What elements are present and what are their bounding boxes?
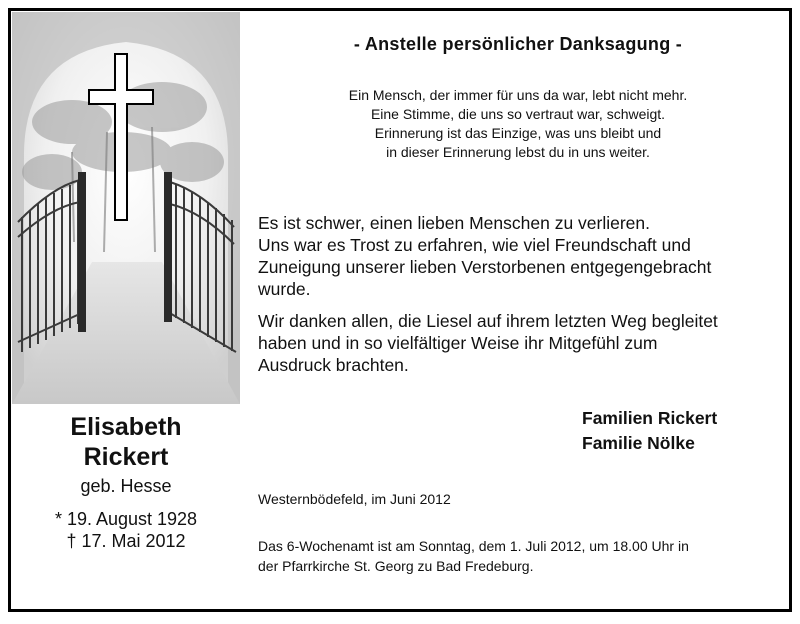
cemetery-gate-image bbox=[12, 12, 240, 404]
deceased-info bbox=[12, 412, 240, 552]
thank-you-message bbox=[258, 212, 788, 386]
message-paragraph-1 bbox=[258, 212, 788, 300]
deceased-last-name: Rickert bbox=[83, 443, 169, 471]
family-signature bbox=[582, 406, 717, 456]
poem-line: Eine Stimme, die uns so vertraut war, schweigt. bbox=[370, 106, 666, 122]
signature-line-1: Familien Rickert bbox=[582, 408, 718, 428]
message-line: haben und in so vielfältiger Weise ihr Mitgefühl zum bbox=[258, 333, 658, 353]
deceased-first-name: Elisabeth bbox=[70, 413, 182, 441]
birth-date: * 19. August 1928 bbox=[54, 509, 198, 529]
notice-heading: - Anstelle persönlicher Danksagung - bbox=[353, 34, 683, 54]
message-line: Es ist schwer, einen lieben Menschen zu verlieren. bbox=[258, 213, 651, 233]
message-line: Uns war es Trost zu erfahren, wie viel Freundschaft und bbox=[258, 235, 691, 255]
message-line: Zuneigung unserer lieben Verstorbenen entgegengebracht bbox=[258, 257, 712, 277]
message-paragraph-2 bbox=[258, 310, 788, 376]
poem-line: Erinnerung ist das Einzige, was uns bleibt und bbox=[374, 125, 662, 141]
message-line: wurde. bbox=[258, 279, 311, 299]
signature-line-2: Familie Nölke bbox=[582, 433, 695, 453]
death-date: † 17. Mai 2012 bbox=[66, 531, 186, 551]
poem-line: in dieser Erinnerung lebst du in uns weiter. bbox=[386, 144, 650, 160]
mass-info-line-2: der Pfarrkirche St. Georg zu Bad Fredeburg. bbox=[258, 558, 534, 574]
place-and-date: Westernbödefeld, im Juni 2012 bbox=[258, 491, 451, 507]
poem-line: Ein Mensch, der immer für uns da war, lebt nicht mehr. bbox=[348, 87, 688, 103]
maiden-name: geb. Hesse bbox=[80, 476, 172, 496]
mass-info-line-1: Das 6-Wochenamt ist am Sonntag, dem 1. Juli 2012, um 18.00 Uhr in bbox=[258, 538, 689, 554]
message-line: Wir danken allen, die Liesel auf ihrem letzten Weg begleitet bbox=[258, 311, 718, 331]
poem bbox=[258, 86, 778, 162]
memorial-mass-info bbox=[258, 536, 788, 576]
message-line: Ausdruck brachten. bbox=[258, 355, 409, 375]
life-dates bbox=[12, 508, 240, 552]
